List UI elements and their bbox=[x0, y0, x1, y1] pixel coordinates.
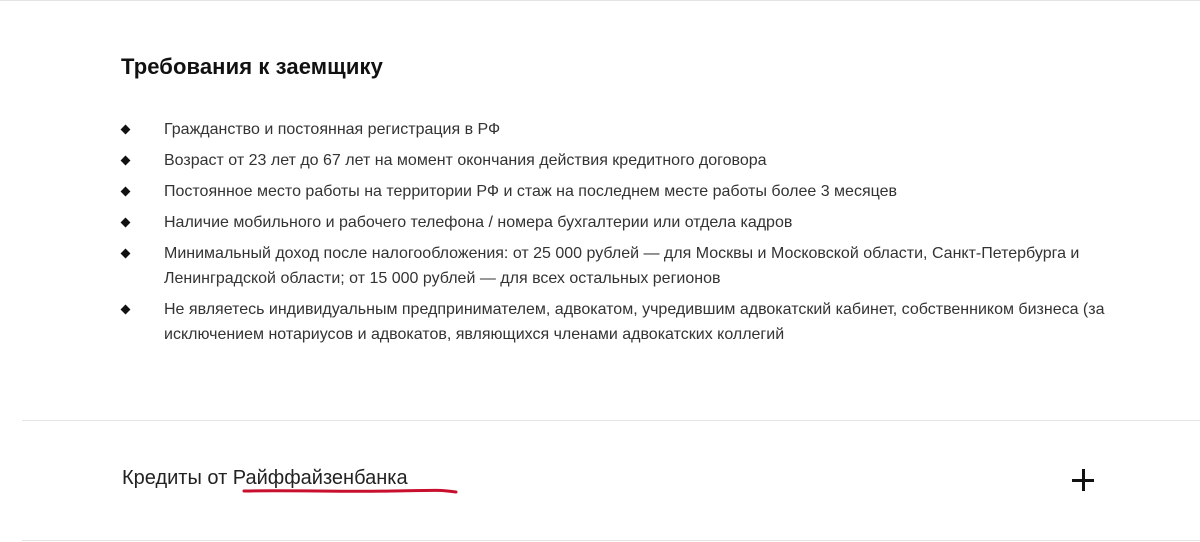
list-item-text: Возраст от 23 лет до 67 лет на момент окончания действия кредитного договора bbox=[164, 152, 767, 169]
diamond-bullet-icon bbox=[121, 156, 131, 166]
requirements-list bbox=[118, 117, 1118, 353]
section-title: Требования к заемщику bbox=[121, 54, 383, 79]
accordion-raiffeisen-loans[interactable] bbox=[22, 421, 1200, 540]
diamond-bullet-icon bbox=[121, 305, 131, 315]
list-item-text: Не являетесь индивидуальным предпринимателем, адвокатом, учредившим адвокатский кабинет, собственником бизнеса (за исключением нотариусов и адвокатов, являющихся членами адвокатских коллегий bbox=[164, 301, 1105, 343]
list-item-text: Минимальный доход после налогообложения: от 25 000 рублей — для Москвы и Московской области, Санкт-Петербурга и Ленинградской области; от 15 000 рублей — для всех остальных регионов bbox=[164, 245, 1080, 287]
bank-name: Райффайзенбанка bbox=[232, 467, 408, 489]
list-item bbox=[118, 179, 1118, 204]
list-item bbox=[118, 148, 1118, 173]
diamond-bullet-icon bbox=[121, 187, 131, 197]
list-item bbox=[118, 241, 1094, 291]
list-item bbox=[118, 297, 1124, 347]
diamond-bullet-icon bbox=[121, 125, 131, 135]
list-item-text: Постоянное место работы на территории РФ и стаж на последнем месте работы более 3 месяцев bbox=[164, 183, 897, 200]
diamond-bullet-icon bbox=[121, 218, 131, 228]
diamond-bullet-icon bbox=[121, 249, 131, 259]
list-item bbox=[118, 210, 1118, 235]
list-item-text: Наличие мобильного и рабочего телефона / номера бухгалтерии или отдела кадров bbox=[164, 214, 793, 231]
bottom-divider bbox=[22, 540, 1200, 541]
plus-icon[interactable] bbox=[1072, 469, 1094, 491]
handdrawn-underline bbox=[242, 487, 458, 495]
list-item bbox=[118, 117, 1118, 142]
list-item-text: Гражданство и постоянная регистрация в РФ bbox=[164, 121, 501, 138]
top-divider bbox=[0, 0, 1200, 1]
accordion-title-prefix: Кредиты от bbox=[122, 467, 233, 489]
